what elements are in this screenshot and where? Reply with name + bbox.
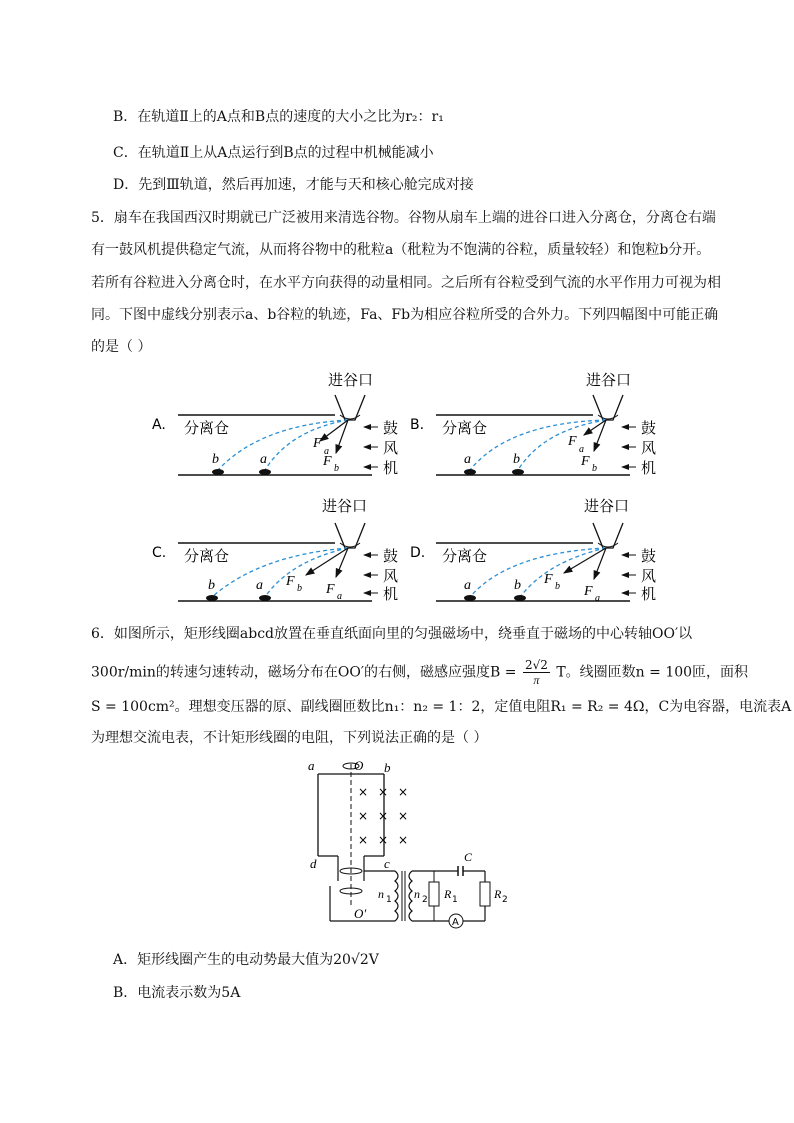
axis-o-prime-label: O′: [354, 906, 367, 921]
corner-d-label: d: [310, 856, 317, 871]
svg-text:a: a: [324, 446, 329, 457]
force-fa-label: F: [313, 436, 322, 451]
q4-option-b: B．在轨道Ⅱ上的A点和B点的速度的大小之比为r₂：r₁: [113, 109, 444, 125]
svg-text:a: a: [579, 444, 584, 455]
q5-figures: [140, 365, 660, 605]
q6-circuit-figure: [300, 756, 520, 936]
q5-line-5: 的是（ ）: [91, 339, 152, 355]
svg-text:鼓: 鼓: [383, 547, 399, 565]
q4-option-d: D．先到Ⅲ轨道，然后再加速，才能与天和核心舱完成对接: [113, 177, 474, 193]
svg-text:×: ×: [378, 809, 389, 823]
svg-text:b: b: [208, 578, 215, 593]
ammeter-label: A: [452, 917, 459, 928]
svg-text:机: 机: [383, 585, 399, 603]
svg-text:F: F: [286, 574, 295, 589]
q6-line-3: S = 100cm²。理想变压器的原、副线圈匝数比n₁：n₂ = 1：2，定值电阻R₁ = R₂ = 4Ω，C为电容器，电流表A: [91, 699, 792, 715]
secondary-n2-label: n: [414, 887, 420, 901]
corner-a-label: a: [308, 758, 315, 773]
svg-text:a: a: [256, 578, 263, 593]
svg-text:a: a: [337, 591, 342, 602]
q6-line-2: 300r/min的转速匀速转动，磁场分布在OO′的右侧，磁感应强度B = $\frac{2√2}{\pi}$ T。线圈匝数n = 100匝，面积: [91, 658, 749, 687]
q6-line-4: 为理想交流电表，不计矩形线圈的电阻，下列说法正确的是（ ）: [91, 730, 488, 746]
option-d-label: D.: [410, 545, 426, 561]
capacitor-c-label: C: [464, 850, 473, 864]
q5-line-1: 5．扇车在我国西汉时期就已广泛被用来清选谷物。谷物从扇车上端的进谷口进入分离仓，分离仓右端: [91, 210, 716, 226]
svg-text:×: ×: [358, 809, 369, 823]
svg-text:鼓: 鼓: [641, 419, 657, 437]
svg-text:风: 风: [383, 567, 399, 585]
q5-line-2: 有一鼓风机提供稳定气流，从而将谷物中的秕粒a（秕粒为不饱满的谷粒，质量较轻）和饱粒b分开。: [91, 242, 711, 258]
r2-label: R: [494, 887, 502, 901]
b-field-fraction: $\frac{2√2}{\pi}$: [524, 658, 548, 687]
blower-char-1: 鼓: [383, 419, 399, 437]
svg-text:a: a: [464, 452, 471, 467]
q5-panel-b: [410, 371, 656, 477]
grain-b-label: b: [212, 452, 219, 467]
svg-text:1: 1: [452, 895, 458, 905]
q6-line-1: 6．如图所示，矩形线圈abcd放置在垂直纸面向里的匀强磁场中，绕垂直于磁场的中心转轴OO′以: [91, 626, 693, 642]
q5-panel-a: [152, 371, 398, 477]
svg-text:鼓: 鼓: [641, 547, 657, 565]
grain-a-label: a: [260, 452, 267, 467]
q5-line-3: 若所有谷粒进入分离仓时，在水平方向获得的动量相同。之后所有谷粒受到气流的水平作用力可视为相: [91, 275, 721, 291]
chamber-label: 分离仓: [184, 419, 230, 437]
svg-text:×: ×: [398, 833, 409, 847]
r1-label: R: [444, 887, 452, 901]
corner-c-label: c: [384, 856, 390, 871]
primary-n1-label: n: [378, 887, 384, 901]
option-c-label: C.: [152, 545, 167, 561]
q4-option-c: C．在轨道Ⅱ上从A点运行到B点的过程中机械能减小: [113, 145, 434, 161]
svg-text:分离仓: 分离仓: [442, 419, 488, 437]
svg-text:a: a: [464, 578, 471, 593]
svg-text:F: F: [568, 434, 577, 449]
svg-text:F: F: [326, 582, 335, 597]
blower-char-3: 机: [383, 459, 399, 477]
svg-text:机: 机: [641, 585, 657, 603]
svg-text:2: 2: [502, 895, 508, 905]
svg-text:×: ×: [378, 785, 389, 799]
corner-b-label: b: [384, 760, 391, 775]
svg-text:风: 风: [641, 567, 657, 585]
svg-text:b: b: [514, 578, 521, 593]
svg-text:风: 风: [641, 439, 657, 457]
svg-text:a: a: [595, 593, 600, 604]
q5-panel-c: [152, 497, 398, 603]
option-a-label: A.: [152, 417, 166, 433]
svg-text:分离仓: 分离仓: [184, 547, 230, 565]
resistor-r2: [480, 882, 490, 906]
svg-text:进谷口: 进谷口: [586, 371, 632, 389]
svg-text:机: 机: [641, 459, 657, 477]
svg-text:×: ×: [398, 785, 409, 799]
svg-text:进谷口: 进谷口: [584, 497, 630, 515]
svg-text:F: F: [544, 572, 553, 587]
force-fb-label: F: [323, 454, 332, 469]
q6-option-b: B．电流表示数为5A: [113, 985, 241, 1001]
svg-text:b: b: [555, 581, 560, 592]
inlet-label: 进谷口: [328, 371, 374, 389]
svg-text:b: b: [592, 463, 597, 474]
svg-text:b: b: [513, 452, 520, 467]
option-b-label: B.: [410, 417, 425, 433]
blower-char-2: 风: [383, 439, 399, 457]
magnetic-field-crosses: [358, 785, 408, 847]
q6-option-a: A．矩形线圈产生的电动势最大值为20√2V: [113, 952, 379, 968]
svg-text:2: 2: [422, 895, 428, 905]
axis-o-label: O: [354, 758, 364, 773]
svg-text:b: b: [297, 583, 302, 594]
svg-text:×: ×: [358, 833, 369, 847]
resistor-r1: [429, 882, 439, 906]
svg-text:b: b: [334, 463, 339, 474]
svg-text:进谷口: 进谷口: [322, 497, 368, 515]
svg-text:F: F: [581, 454, 590, 469]
svg-text:分离仓: 分离仓: [442, 547, 488, 565]
svg-text:1: 1: [386, 895, 392, 905]
q5-line-4: 同。下图中虚线分别表示a、b谷粒的轨迹，Fa、Fb为相应谷粒所受的合外力。下列四幅图中可能正确: [91, 307, 719, 323]
svg-text:×: ×: [398, 809, 409, 823]
svg-text:×: ×: [358, 785, 369, 799]
svg-text:F: F: [584, 584, 593, 599]
svg-text:×: ×: [378, 833, 389, 847]
q5-panel-d: [410, 497, 656, 604]
